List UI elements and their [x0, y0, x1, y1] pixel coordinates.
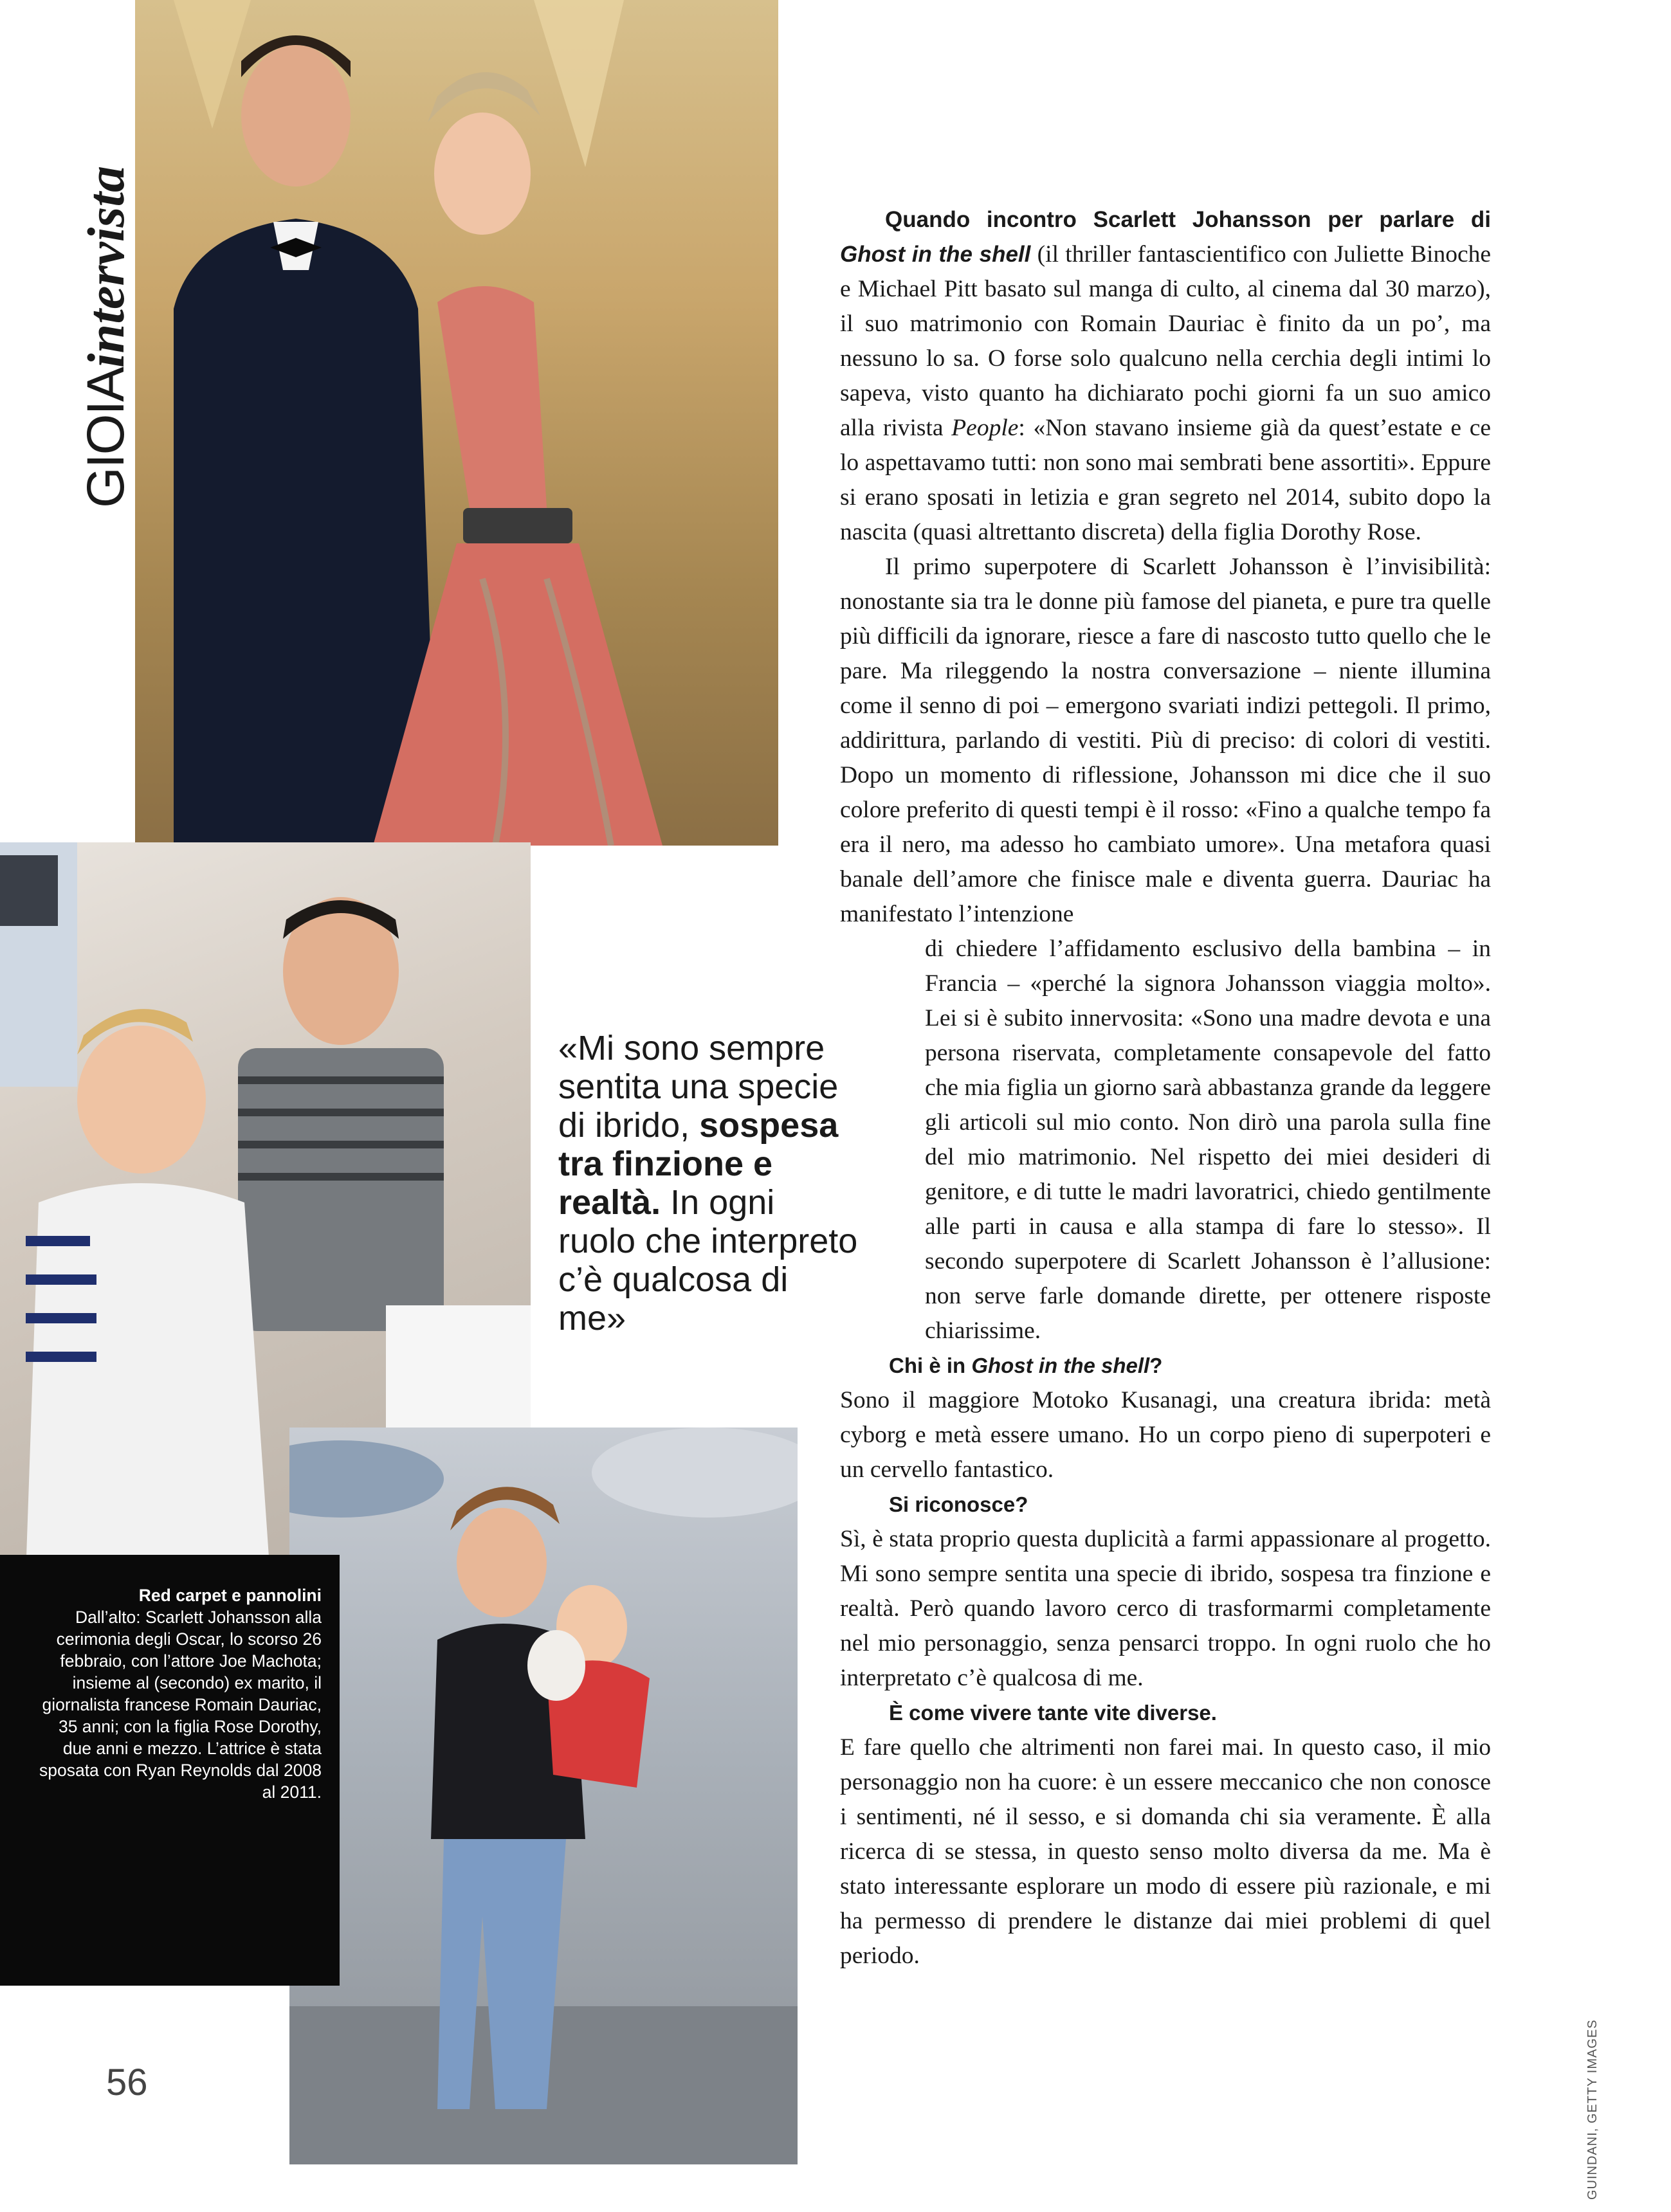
quote-bold: sospesa tra finzione e realtà.: [558, 1106, 839, 1222]
article-paragraph-2-cont: di chiedere l’affidamento esclusivo della bambina – in Francia – «perché la signora Johansson viaggia molto». Lei si è subito innervosita: «Sono una madre devota e una persona riservata, completamente consapevole del fatto che mia figlia un giorno sarà abbastanza grande da leggere gli articoli sul mio conto. Non dirò una parola sulla fine del mio matrimonio. Nel rispetto dei miei desideri di genitore, e di tutte le madri lavoratrici, chiedo gentilmente alle parti in causa e alla stampa di fare lo stesso». Il secondo superpotere di Scarlett Johansson è l’allusione: non serve farle domande dirette, per ottenere risposte chiarissime.: [925, 936, 1491, 1344]
question-1-title: Ghost in the shell: [971, 1354, 1150, 1377]
daughter-illustration: [289, 1428, 798, 2164]
quote-close: In ogni ruolo che interpreto c’è qualcosa di me»: [558, 1183, 858, 1337]
question-1-mark: ?: [1149, 1354, 1163, 1377]
article-paragraph-1: [840, 203, 1491, 550]
p1-text-a: (il thriller fantascientifico con Juliette Binoche e Michael Pitt basato sul manga di culto, al cinema dal 30 marzo), il suo matrimonio con Romain Dauriac è finito da un po’, ma nessuno lo sa. O forse solo qualcuno nella cerchia degli intimi lo sapeva, visto quanto ha dichiarato pochi giorni fa un suo amico alla rivista: [840, 241, 1492, 441]
article-paragraph-2: Il primo superpotere di Scarlett Johansson è l’invisibilità: nonostante sia tra le donne più famose del pianeta, e pure tra quelle più difficili da ignorare, riesce a fare di nascosto tutto quello che le pare. Ma rileggendo la nostra conversazione – niente illumina come il senno di poi – emergono svariati indizi pettegoli. Il primo, addirittura, parlando di vestiti. Più di preciso: di colori di vestiti. Dopo un momento di riflessione, Johansson mi dice che il suo colore preferito di questi tempi è il rosso: «Fino a qualche tempo fa era il nero, ma adesso ho cambiato umore». Una metafora quasi banale dell’amore che finisce male e diventa guerra. Dauriac ha manifestato l’intenzione: [840, 554, 1491, 927]
question-1-text: Chi è in: [889, 1354, 966, 1377]
page-number: 56: [106, 2062, 148, 2103]
question-3: È come vivere tante vite diverse.: [889, 1701, 1217, 1725]
p1-people: People: [951, 415, 1019, 441]
quote-open: «Mi sono sempre sentita una specie di ibrido,: [558, 1029, 839, 1145]
question-2: Si riconosce?: [889, 1492, 1028, 1516]
lead-bold: Quando incontro Scarlett Johansson per parlare di: [885, 207, 1491, 232]
magazine-brand: GIOIA: [77, 368, 135, 508]
photo-caption-box: [0, 1555, 340, 1986]
p1-text-b: : «Non stavano insieme già da quest’estate e ce lo aspettavamo tutti: non sono mai sembrati bene assortiti». Eppure si erano sposati in letizia e gran segreto nel 2014, subito dopo la nascita (quasi altrettanto discreta) della figlia Dorothy Rose.: [840, 415, 1492, 545]
caption-body: Dall’alto: Scarlett Johansson alla cerimonia degli Oscar, lo scorso 26 febbraio, con l’attore Joe Machota; insieme al (secondo) ex marito, il giornalista francese Romain Dauriac, 35 anni; con la figlia Rose Dorothy, due anni e mezzo. L’attrice è stata sposata con Ryan Reynolds dal 2008 al 2011.: [39, 1608, 322, 1802]
photo-red-carpet: [135, 0, 778, 846]
article-body: [840, 203, 1491, 1973]
lead-film-title: Ghost in the shell: [840, 242, 1031, 267]
answer-1: Sono il maggiore Motoko Kusanagi, una creatura ibrida: metà cyborg e metà essere umano. Ho un corpo pieno di superpoteri e un cervello fantastico.: [840, 1387, 1491, 1483]
photo-credit: [1585, 2019, 1611, 2212]
red-carpet-illustration: [135, 0, 778, 846]
section-label: [71, 148, 142, 508]
answer-3: E fare quello che altrimenti non farei mai. In questo caso, il mio personaggio non ha cuore: è un essere meccanico che non conosce i sentimenti, né il sesso, e si domanda chi sia veramente. È alla ricerca di se stessa, in questo senso molto diversa da me. Ma è stato interessante esplorare un modo di essere più razionale, e mi ha permesso di prendere le distanze dai miei problemi di quel periodo.: [840, 1734, 1491, 1969]
question-1: [889, 1348, 1491, 1383]
answer-2: Sì, è stata proprio questa duplicità a farmi appassionare al progetto. Mi sono sempre sentita una specie di ibrido, sospesa tra finzione e realtà. Però quando lavoro cerco di trasformarmi completamente nel mio personaggio, senza pensarci troppo. In ogni ruolo che ho interpretato c’è qualcosa di me.: [840, 1526, 1491, 1691]
pull-quote: [558, 1029, 861, 1337]
section-name: intervista: [77, 165, 135, 368]
photo-credit-text: GUINDANI, GETTY IMAGES: [1585, 2019, 1600, 2200]
caption-title: Red carpet e pannolini: [138, 1586, 322, 1605]
photo-with-daughter: [289, 1428, 798, 2164]
